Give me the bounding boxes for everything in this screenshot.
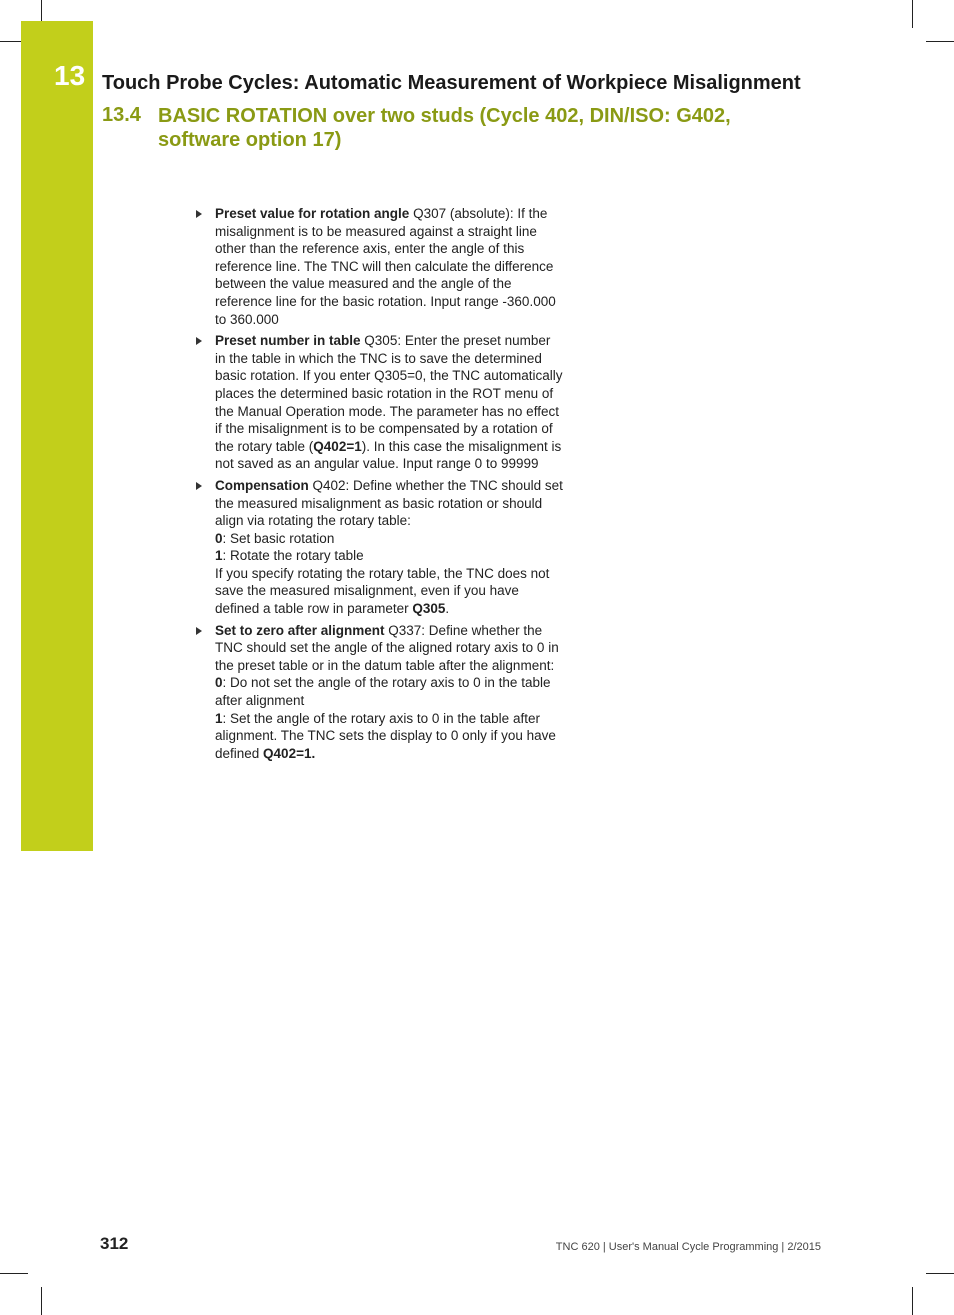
parameter-list [193,205,563,766]
crop-mark [912,1287,913,1315]
param-item-q402 [193,477,563,618]
param-desc: Q337: Define whether the TNC should set the angle of the aligned rotary axis to 0 in the preset table or in the datum table after the alignment: [215,622,559,673]
chapter-number: 13 [54,60,86,91]
param-note [215,565,563,618]
option-key: 0 [215,530,223,546]
param-name: Set to zero after alignment [215,622,385,638]
page-number: 312 [100,1234,129,1253]
param-code: Q402=1 [313,438,362,454]
param-name: Preset number in table [215,333,361,349]
option-line [215,674,563,709]
chapter-title: Touch Probe Cycles: Automatic Measurement of Workpiece Misalignment [102,72,801,94]
option-line [215,710,563,763]
bullet-arrow-icon [196,627,202,635]
section-title: BASIC ROTATION over two studs (Cycle 402, DIN/ISO: G402, software option 17) [158,105,731,151]
crop-mark [912,0,913,28]
option-text: : Rotate the rotary table [222,548,364,564]
option-key: 1 [215,710,223,726]
param-item-q307 [193,205,563,328]
option-text: : Set the angle of the rotary axis to 0 in the table after alignment. The TNC sets the display to 0 only if you have defined [215,710,556,761]
option-key: 0 [215,675,223,691]
bullet-arrow-icon [196,482,202,490]
option-key: 1 [215,548,223,564]
param-desc: Q307 (absolute): If the misalignment is to be measured against a straight line other than the reference axis, enter the angle of this reference line. The TNC will then calculate the difference between the value measured and the angle of the reference line for the basic rotation. Input range -360.000 to 360.000 [215,206,556,327]
param-name: Compensation [215,477,309,493]
crop-mark [0,1273,28,1274]
section-number: 13.4 [102,104,141,126]
param-desc: Q305: Enter the preset number in the table in which the TNC is to save the determined basic rotation. If you enter Q305=0, the TNC automatically places the determined basic rotation in the ROT menu of the Manual Operation mode. The parameter has no effect if the misalignment is to be compensated by a rotation of the rotary table ( [215,333,563,454]
bullet-arrow-icon [196,210,202,218]
footer-text: TNC 620 | User's Manual Cycle Programming | 2/2015 [555,1241,821,1253]
note-code: Q305 [412,601,446,617]
param-desc: Q402: Define whether the TNC should set the measured misalignment as basic rotation or should align via rotating the rotary table: [215,477,563,529]
note-end: . [445,601,450,617]
note-text: If you specify rotating the rotary table, the TNC does not save the measured misalignment, even if you have defined a table row in parameter [215,565,550,617]
option-text: : Do not set the angle of the rotary axis to 0 in the table after alignment [215,675,551,709]
chapter-band [21,21,93,851]
bullet-arrow-icon [196,337,202,345]
option-text: : Set basic rotation [222,530,335,546]
option-line [215,547,563,565]
param-name: Preset value for rotation angle [215,206,410,221]
crop-mark [926,41,954,42]
option-code: Q402=1. [263,745,316,761]
crop-mark [41,1287,42,1315]
option-line [215,530,563,548]
crop-mark [926,1273,954,1274]
param-item-q305 [193,332,563,473]
param-item-q337 [193,622,563,763]
param-desc-rest: ). In this case the misalignment is not saved as an angular value. Input range 0 to 99999 [215,438,562,472]
